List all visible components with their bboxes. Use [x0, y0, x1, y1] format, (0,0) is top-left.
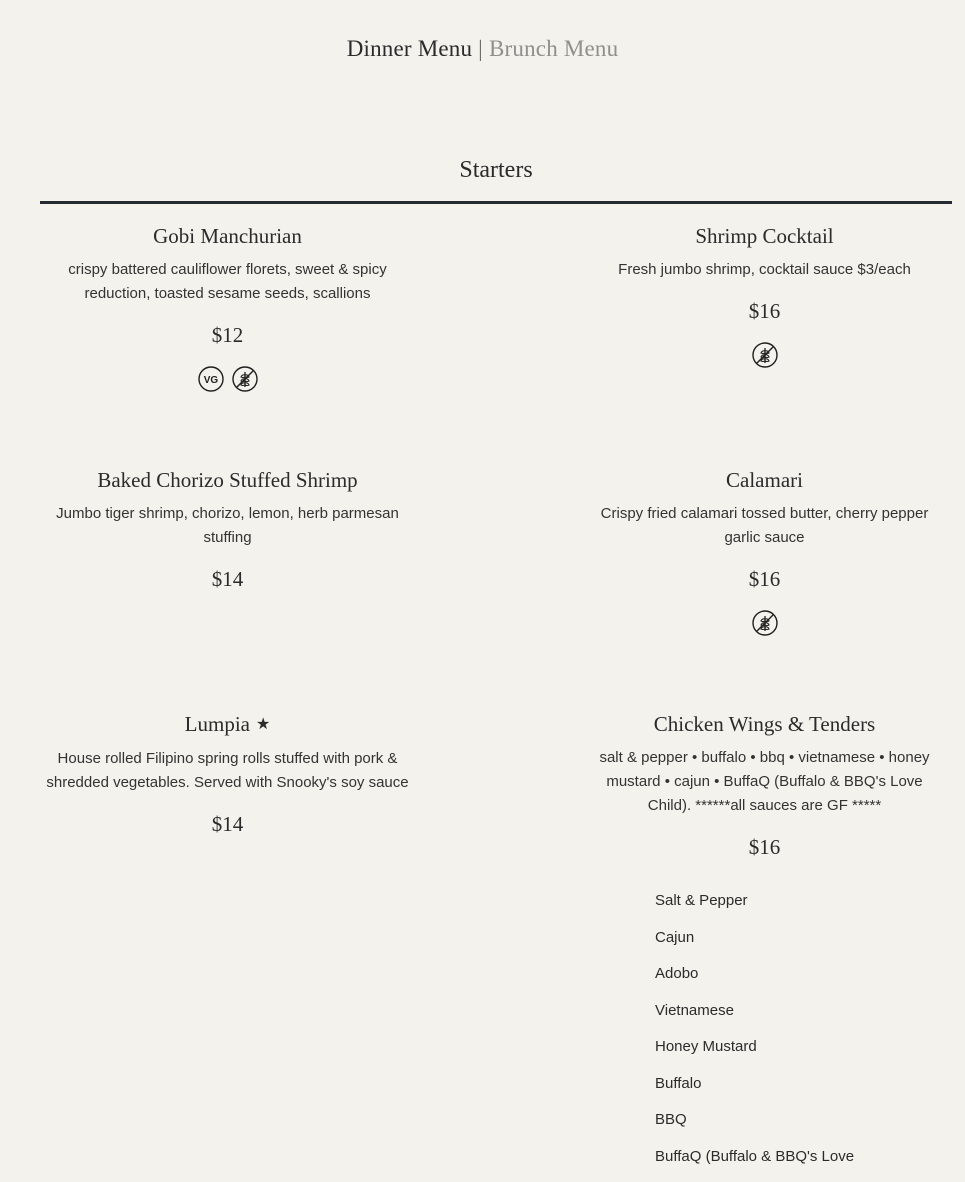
item-description: Fresh jumbo shrimp, cocktail sauce $3/each: [584, 258, 945, 282]
vegan-badge-text: VG: [203, 375, 218, 386]
section-title: Starters: [40, 152, 952, 188]
sauce-option-adobo[interactable]: Adobo: [655, 963, 955, 1000]
item-description: salt & pepper • buffalo • bbq • vietnamese • honey mustard • cajun • BuffaQ (Buffalo & BBQ's Love Child). ******all sauces are GF *****: [584, 746, 945, 818]
item-description: crispy battered cauliflower florets, sweet & spicy reduction, toasted sesame seeds, scallions: [40, 258, 415, 306]
item-name: Gobi Manchurian: [40, 220, 415, 252]
item-price: $12: [40, 320, 415, 350]
dietary-icons: [40, 366, 415, 394]
menu-item-lumpia: [40, 708, 415, 839]
item-name-row: [40, 708, 415, 741]
item-description: Jumbo tiger shrimp, chorizo, lemon, herb parmesan stuffing: [40, 502, 415, 550]
gluten-free-icon: [232, 366, 258, 392]
item-price: $16: [584, 832, 945, 862]
sauce-option-salt-pepper[interactable]: Salt & Pepper: [655, 890, 955, 927]
item-name: Baked Chorizo Stuffed Shrimp: [40, 464, 415, 496]
item-price: $16: [584, 296, 945, 326]
gluten-free-icon: [752, 342, 778, 368]
menu-item-shrimp-cocktail: [584, 220, 945, 370]
tab-separator: |: [478, 36, 483, 61]
tab-dinner-menu[interactable]: Dinner Menu: [347, 36, 472, 61]
item-price: $14: [40, 564, 415, 594]
item-name: Lumpia: [185, 712, 250, 736]
dietary-icons: [584, 610, 945, 638]
sauce-option-bbq[interactable]: BBQ: [655, 1109, 955, 1146]
sauce-option-vietnamese[interactable]: Vietnamese: [655, 1000, 955, 1037]
tab-brunch-menu[interactable]: Brunch Menu: [489, 36, 618, 61]
sauce-option-buffaq[interactable]: BuffaQ (Buffalo & BBQ's Love: [655, 1146, 955, 1182]
item-price: $14: [40, 809, 415, 839]
menu-item-baked-chorizo-stuffed-shrimp: [40, 464, 415, 594]
menu-item-gobi-manchurian: [40, 220, 415, 394]
menu-tabs: [0, 30, 965, 68]
sauce-option-cajun[interactable]: Cajun: [655, 927, 955, 964]
sauce-options-list: [655, 890, 955, 1182]
dietary-icons: [584, 342, 945, 370]
item-description: Crispy fried calamari tossed butter, cherry pepper garlic sauce: [584, 502, 945, 550]
gluten-free-icon: [752, 610, 778, 636]
item-name: Calamari: [584, 464, 945, 496]
item-description: House rolled Filipino spring rolls stuffed with pork & shredded vegetables. Served with Snooky's soy sauce: [40, 747, 415, 795]
sauce-option-honey-mustard[interactable]: Honey Mustard: [655, 1036, 955, 1073]
menu-item-calamari: [584, 464, 945, 638]
item-price: $16: [584, 564, 945, 594]
star-icon: ★: [256, 716, 270, 733]
menu-item-chicken-wings-tenders: [584, 708, 945, 862]
item-name: Shrimp Cocktail: [584, 220, 945, 252]
section-divider: [40, 201, 952, 204]
item-name: Chicken Wings & Tenders: [584, 708, 945, 740]
vegan-icon: [198, 366, 224, 392]
sauce-option-buffalo[interactable]: Buffalo: [655, 1073, 955, 1110]
